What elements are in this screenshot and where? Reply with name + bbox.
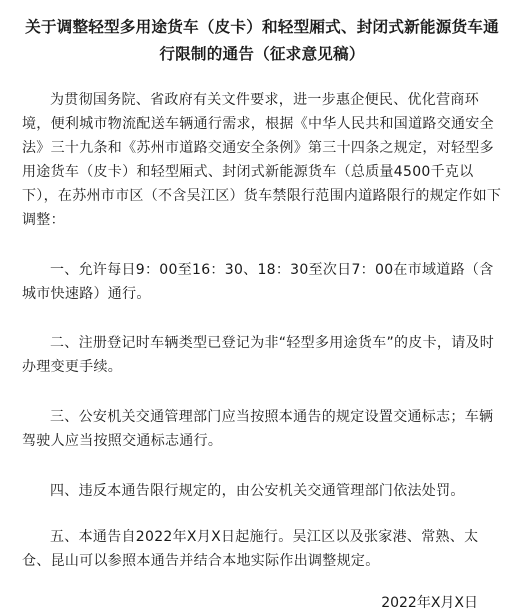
intro-paragraph: 为贯彻国务院、省政府有关文件要求，进一步惠企便民、优化营商环境，便利城市物流配送车辆通行需求，根据《中华人民共和国道路交通安全法》三十九条和《苏州市道路交通安全条例》第三十四条之规定，对轻型多用途货车（皮卡）和轻型厢式、封闭式新能源货车（总质量4500千克以下），在苏州市市区（不含吴江区）货车禁限行范围内道路限行的规定作如下调整： (22, 92, 502, 228)
item-4-paragraph: 四、违反本通告限行规定的，由公安机关交通管理部门依法处罚。 (50, 483, 465, 499)
item-5-paragraph: 五、本通告自2022年X月X日起施行。吴江区以及张家港、常熟、太仓、昆山可以参照本通告并结合本地实际作出调整规定。 (22, 529, 479, 569)
item-1-paragraph: 一、允许每日9：00至16：30、18：30至次日7：00在市域道路（含城市快速路）通行。 (22, 262, 494, 302)
item-3-paragraph: 三、公安机关交通管理部门应当按照本通告的规定设置交通标志；车辆驾驶人应当按照交通标志通行。 (22, 409, 494, 449)
notice-date: 2022年X月X日 (381, 595, 478, 611)
notice-title: 关于调整轻型多用途货车（皮卡）和轻型厢式、封闭式新能源货车通行限制的通告（征求意见稿） (25, 18, 499, 63)
item-2-paragraph: 二、注册登记时车辆类型已登记为非“轻型多用途货车”的皮卡，请及时办理变更手续。 (22, 335, 495, 375)
